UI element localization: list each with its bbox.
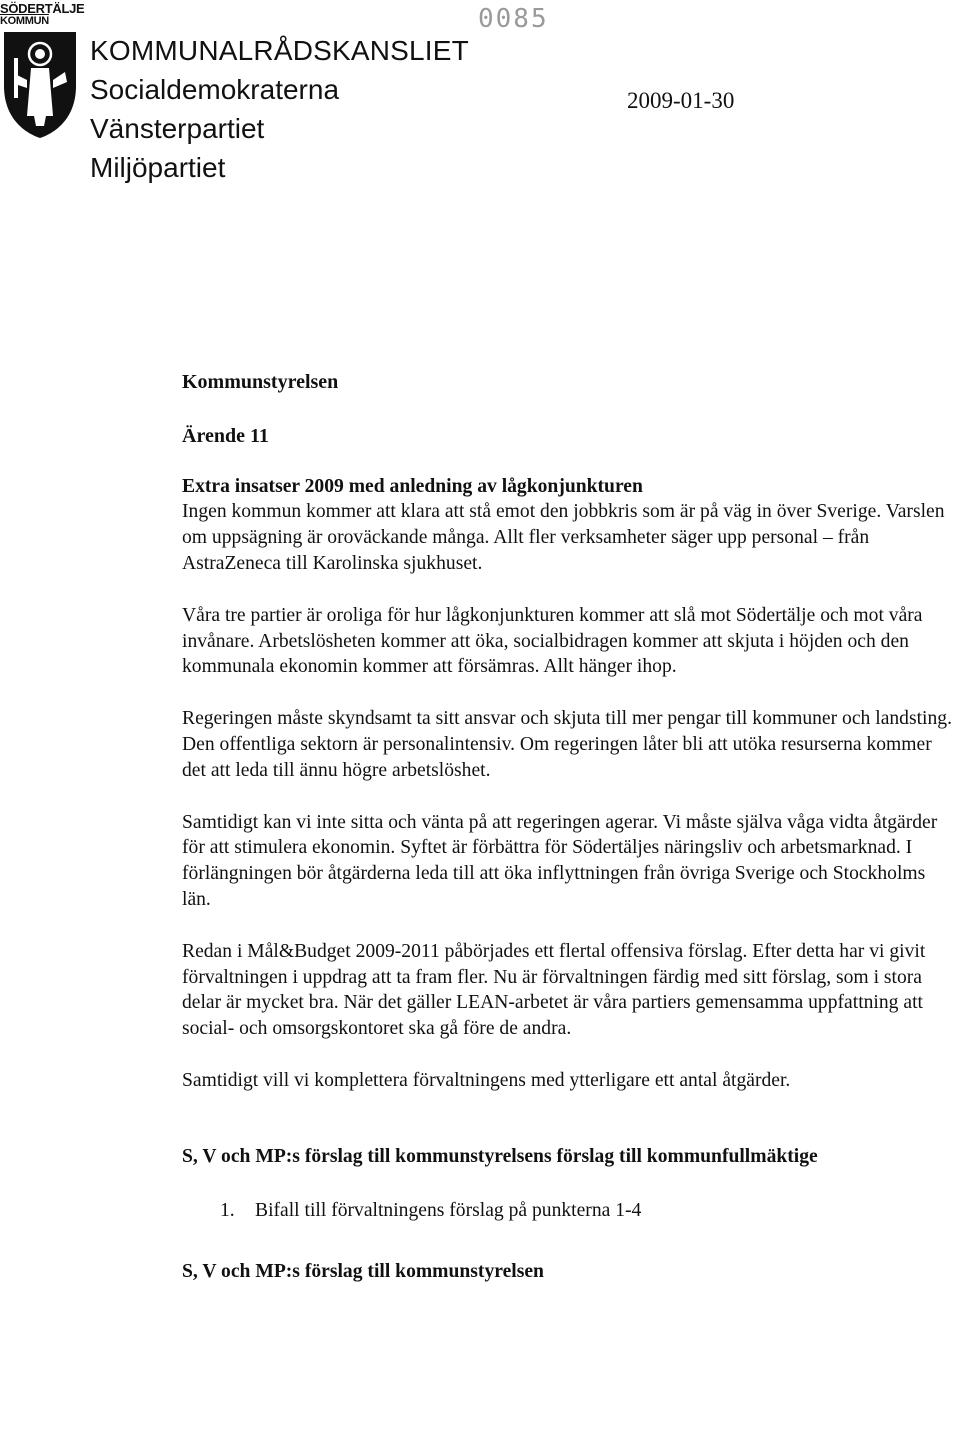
body-paragraph: Regeringen måste skyndsamt ta sitt ansvar och skjuta till mer pengar till kommuner och landsting. Den offentliga sektorn är personalintensiv. Om regeringen låter bli att utöka resurserna kommer det att leda till ännu högre arbetslöshet.: [182, 708, 952, 781]
party-name: Miljöpartiet: [90, 152, 226, 183]
letterhead: [90, 31, 469, 187]
body-paragraph: Redan i Mål&Budget 2009-2011 påbörjades ett flertal offensiva förslag. Efter detta har vi givit förvaltningen i uppdrag att ta fram fler. Nu är förvaltningen färdig med sitt förslag, som i stora delar är mycket bra. När det gäller LEAN-arbetet är våra partiers gemensamma uppfattning att social- och omsorgskontoret ska gå före de andra.: [182, 940, 926, 1040]
list-item: [220, 1198, 952, 1224]
municipality-logo-text: [0, 2, 84, 28]
office-name: KOMMUNALRÅDSKANSLIET: [90, 35, 469, 66]
addressee: Kommunstyrelsen: [182, 371, 339, 393]
archive-stamp: 0085: [478, 4, 549, 34]
document-body: [182, 370, 952, 1285]
body-paragraph: Samtidigt vill vi komplettera förvaltningens med ytterligare ett antal åtgärder.: [182, 1069, 791, 1091]
body-paragraph: Våra tre partier är oroliga för hur lågkonjunkturen kommer att slå mot Södertälje och mot våra invånare. Arbetslösheten kommer att öka, socialbidragen kommer att skjuta i höjden och den kommunala ekonomin kommer att försämras. Allt hänger ihop.: [182, 604, 923, 678]
logo-line-2: KOMMUN: [0, 15, 49, 27]
coat-of-arms-icon: [0, 28, 80, 140]
list-item-text: Bifall till förvaltningens förslag på punkterna 1-4: [255, 1199, 642, 1221]
case-number: Ärende 11: [182, 424, 269, 447]
intro-paragraph: Ingen kommun kommer att klara att stå emot den jobbkris som är på väg in över Sverige. Varslen om uppsägning är oroväckande många. Allt fler verksamheter säger upp personal – från AstraZeneca till Karolinska sjukhuset.: [182, 501, 945, 574]
party-name: Vänsterpartiet: [90, 113, 265, 144]
list-item-number: 1.: [220, 1199, 235, 1221]
document-date: 2009-01-30: [627, 88, 735, 113]
document-title: Extra insatser 2009 med anledning av lågkonjunkturen: [182, 475, 643, 497]
proposal-heading: S, V och MP:s förslag till kommunstyrelsens förslag till kommunfullmäktige: [182, 1145, 818, 1167]
logo-line-1: SÖDERTÄLJE: [0, 1, 85, 16]
proposal-heading-2: S, V och MP:s förslag till kommunstyrelsen: [182, 1261, 544, 1283]
body-paragraph: Samtidigt kan vi inte sitta och vänta på att regeringen agerar. Vi måste själva våga vidta åtgärder för att stimulera ekonomin. Syftet är förbättra för Södertäljes näringsliv och arbetsmarknad. I förlängningen bör åtgärderna leda till att öka inflyttningen från övriga Sverige och Stockholms län.: [182, 811, 938, 910]
proposal-list: [220, 1198, 952, 1224]
party-name: Socialdemokraterna: [90, 74, 340, 105]
